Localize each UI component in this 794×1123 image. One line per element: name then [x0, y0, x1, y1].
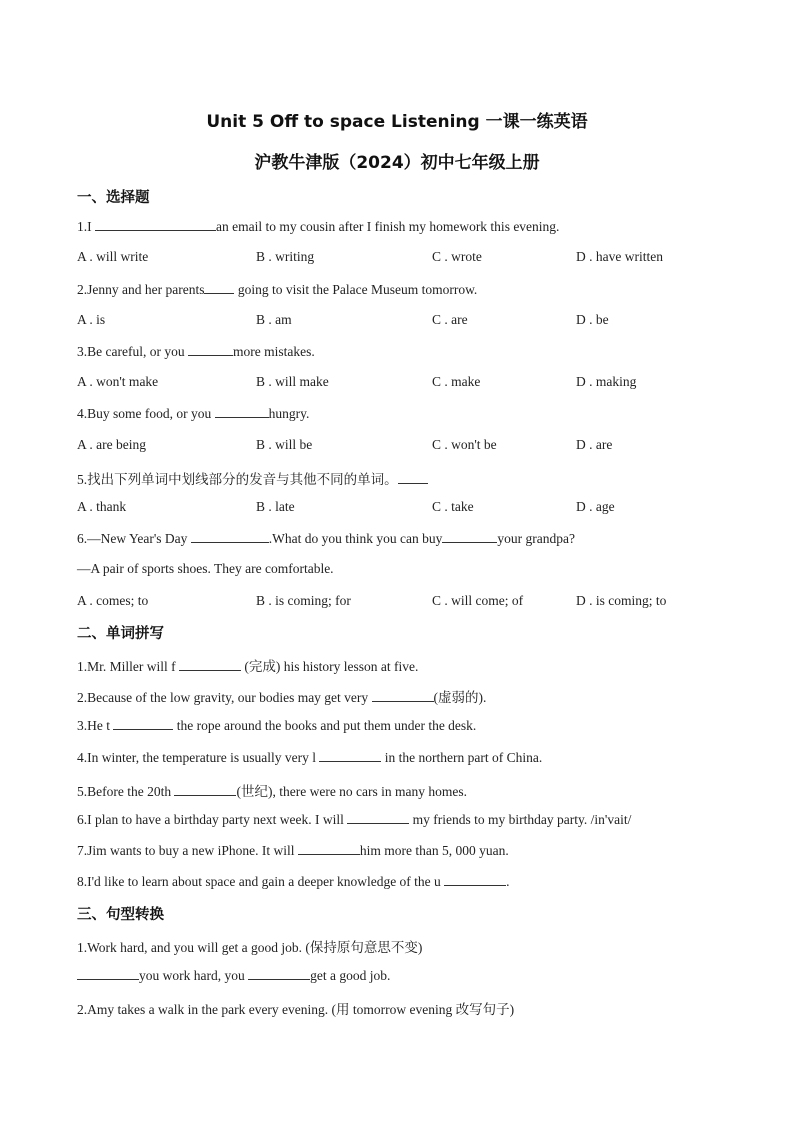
option-a[interactable]: A . won't make: [77, 374, 159, 389]
spelling-item: [77, 717, 476, 734]
item-text: my friends to my birthday party. /in'vait/: [409, 812, 632, 827]
option-a[interactable]: A . comes; to: [77, 593, 149, 608]
question-text: 5.找出下列单词中划线部分的发音与其他不同的单词。: [77, 472, 398, 487]
item-text: 5.Before the 20th: [77, 784, 175, 799]
spelling-item: [77, 842, 509, 859]
question-text: 6.—New Year's Day: [77, 531, 191, 546]
question-1: [77, 218, 559, 235]
option-b[interactable]: B . late: [256, 499, 295, 514]
question-text: .What do you think you can buy: [268, 531, 443, 546]
answer-blank[interactable]: [188, 343, 233, 356]
item-text: (世纪), there were no cars in many homes.: [236, 784, 468, 799]
answer-blank[interactable]: [77, 967, 139, 980]
option-c[interactable]: C . will come; of: [432, 593, 524, 608]
question-text: 1.I: [77, 219, 95, 234]
answer-blank[interactable]: [215, 405, 269, 418]
item-text: 7.Jim wants to buy a new iPhone. It will: [77, 843, 298, 858]
answer-blank[interactable]: [298, 842, 360, 855]
option-b[interactable]: B . will be: [256, 437, 313, 452]
item-text: .: [506, 874, 510, 889]
spelling-item: [77, 749, 542, 766]
worksheet-subtitle: 沪教牛津版（2024）初中七年级上册: [254, 153, 540, 173]
question-3: [77, 343, 315, 360]
option-d[interactable]: D . have written: [576, 249, 663, 264]
answer-blank[interactable]: [442, 530, 497, 543]
answer-blank[interactable]: [444, 873, 506, 886]
answer-blank[interactable]: [174, 783, 236, 796]
question-6: [77, 530, 575, 547]
question-text: 3.Be careful, or you: [77, 344, 188, 359]
spelling-item: [77, 655, 418, 675]
answer-blank[interactable]: [398, 471, 428, 484]
question-text: more mistakes.: [232, 344, 315, 359]
option-c[interactable]: C . make: [432, 374, 481, 389]
answer-blank[interactable]: [319, 749, 381, 762]
question-text: going to visit the Palace Museum tomorrow.: [234, 282, 478, 297]
option-a[interactable]: A . is: [77, 312, 106, 327]
question-5: [77, 468, 428, 488]
section-heading-multiple-choice: 一、选择题: [77, 190, 150, 206]
transformation-question-2: 2.Amy takes a walk in the park every evening. (用 tomorrow evening 改写句子): [77, 1002, 515, 1017]
spelling-item: [77, 873, 510, 890]
option-d[interactable]: D . making: [576, 374, 637, 389]
option-a[interactable]: A . are being: [77, 437, 146, 452]
item-text: in the northern part of China.: [381, 750, 543, 765]
spelling-item: [77, 686, 486, 706]
option-d[interactable]: D . is coming; to: [576, 593, 667, 608]
section-heading-spelling: 二、单词拼写: [77, 626, 164, 642]
answer-blank[interactable]: [179, 658, 241, 671]
item-text: 6.I plan to have a birthday party next week. I will: [77, 812, 348, 827]
section-heading-sentence-transformation: 三、句型转换: [77, 907, 164, 923]
answer-blank[interactable]: [191, 530, 269, 543]
option-c[interactable]: C . won't be: [432, 437, 497, 452]
spelling-item: [77, 811, 631, 828]
item-text: get a good job.: [310, 968, 391, 983]
item-text: (完成) his history lesson at five.: [241, 659, 419, 674]
answer-blank[interactable]: [248, 967, 310, 980]
question-text: an email to my cousin after I finish my homework this evening.: [216, 219, 560, 234]
option-a[interactable]: A . will write: [77, 249, 149, 264]
item-text: 2.Because of the low gravity, our bodies may get very: [77, 690, 372, 705]
item-text: 8.I'd like to learn about space and gain a deeper knowledge of the u: [77, 874, 445, 889]
item-text: (虚弱的).: [433, 690, 487, 705]
item-text: him more than 5, 000 yuan.: [359, 843, 509, 858]
option-d[interactable]: D . age: [576, 499, 615, 514]
option-d[interactable]: D . are: [576, 437, 613, 452]
answer-blank[interactable]: [347, 811, 409, 824]
question-text: your grandpa?: [497, 531, 575, 546]
question-4: [77, 405, 309, 422]
item-text: the rope around the books and put them under the desk.: [173, 718, 477, 733]
question-6-answer-line: —A pair of sports shoes. They are comfortable.: [77, 561, 334, 576]
question-text: hungry.: [268, 406, 310, 421]
worksheet-title: Unit 5 Off to space Listening 一课一练英语: [206, 112, 588, 132]
question-text: 2.Jenny and her parents: [77, 282, 205, 297]
spelling-item: [77, 780, 467, 800]
option-c[interactable]: C . are: [432, 312, 468, 327]
question-2: [77, 281, 477, 298]
transformation-answer-line: [77, 967, 390, 984]
option-a[interactable]: A . thank: [77, 499, 127, 514]
answer-blank[interactable]: [113, 717, 173, 730]
option-d[interactable]: D . be: [576, 312, 609, 327]
item-text: 1.Mr. Miller will f: [77, 659, 179, 674]
option-b[interactable]: B . am: [256, 312, 292, 327]
item-text: 4.In winter, the temperature is usually very l: [77, 750, 320, 765]
transformation-question-1: 1.Work hard, and you will get a good job. (保持原句意思不变): [77, 940, 423, 955]
option-c[interactable]: C . wrote: [432, 249, 482, 264]
answer-blank[interactable]: [204, 281, 234, 294]
option-c[interactable]: C . take: [432, 499, 474, 514]
option-b[interactable]: B . writing: [256, 249, 315, 264]
item-text: 3.He t: [77, 718, 114, 733]
answer-blank[interactable]: [95, 218, 216, 231]
question-text: 4.Buy some food, or you: [77, 406, 215, 421]
option-b[interactable]: B . is coming; for: [256, 593, 351, 608]
answer-blank[interactable]: [372, 689, 434, 702]
option-b[interactable]: B . will make: [256, 374, 329, 389]
item-text: you work hard, you: [139, 968, 249, 983]
